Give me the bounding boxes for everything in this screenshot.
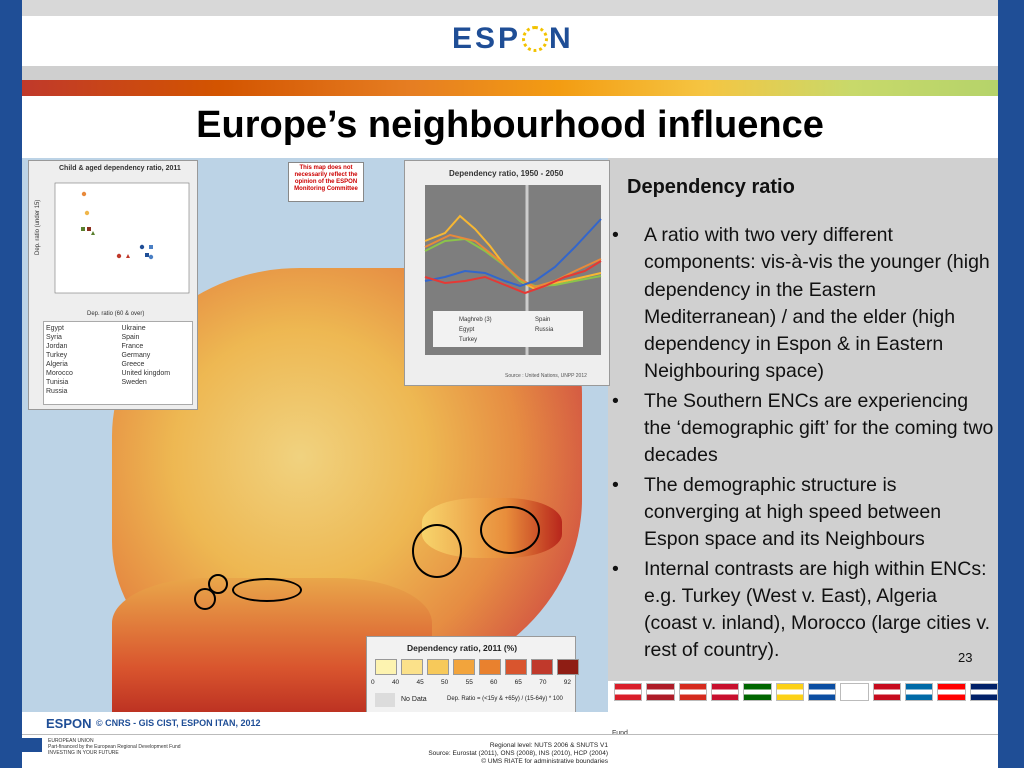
highlight-circle-cyprus [412,524,462,578]
highlight-circle-algeria-coast [232,578,302,602]
map-legend-swatches [375,659,579,675]
bullet-item: • The Southern ENCs are experiencing the ‘demographic gift’ for the coming two decades [612,389,994,467]
legend-swatch [453,659,475,675]
left-border [0,0,22,768]
country-flag-icon [614,683,642,701]
content-heading: Dependency ratio [627,176,795,198]
legend-swatch [401,659,423,675]
country-flag-icon [808,683,836,701]
line-chart [405,181,609,381]
no-data-swatch [375,693,395,707]
scatter-legend-item: France [121,343,144,350]
slide-number: 23 [958,650,973,665]
line-legend-item: Maghreb (3) [459,317,492,323]
country-flag-icon [776,683,804,701]
color-strip [22,80,998,96]
scatter-legend-item: Russia [46,388,68,395]
scatter-legend-item: Syria [46,334,62,341]
country-flag-icon [743,683,771,701]
legend-swatch [375,659,397,675]
country-flag-icon [840,683,868,701]
line-legend-item: Spain [535,317,551,323]
map-legend-title: Dependency ratio, 2011 (%) [407,643,518,653]
scatter-legend-item: Sweden [121,379,147,386]
legend-swatch [531,659,553,675]
scatter-legend-item: Greece [121,361,145,368]
scatter-legend-item: Spain [121,334,140,341]
scatter-point [82,192,86,196]
line-legend-item: Egypt [459,327,475,333]
scatter-point [81,227,85,231]
map-disclaimer: This map does not necessarily reflect the opinion of the ESPON Monitoring Committee [288,162,364,202]
scatter-legend-item: Turkey [46,352,68,359]
slide-title: Europe’s neighbourhood influence [196,104,824,146]
scatter-point [140,245,144,249]
legend-tick: 92 [563,679,571,686]
map-credit: © CNRS - GIS CIST, ESPON ITAN, 2012 [96,718,261,728]
scatter-legend-item: Ukraine [121,325,146,332]
scatter-legend-item: Germany [121,352,151,359]
scatter-legend-item: Tunisia [46,379,69,386]
scatter-legend-item: United kingdom [121,370,171,377]
flags-strip [608,682,998,702]
legend-tick: 65 [514,679,522,686]
scatter-point [87,227,91,231]
scatter-legend [43,321,193,405]
scatter-point [117,254,121,258]
scatter-plot-area [55,183,189,293]
legend-tick: 50 [441,679,449,686]
no-data-label: No Data [401,696,427,703]
country-flag-icon [646,683,674,701]
right-border [998,0,1024,768]
line-legend-item: Russia [535,327,554,333]
bullet-list [610,222,995,667]
legend-tick: 45 [416,679,424,686]
scatter-point [145,253,149,257]
country-flag-icon [711,683,739,701]
line-chart-inset [404,160,610,386]
scatter-point [149,255,153,259]
legend-tick: 55 [465,679,473,686]
country-flag-icon [679,683,707,701]
bullet-icon: • [612,389,619,412]
scatter-legend-item: Algeria [46,361,68,368]
map-espon-logo: ESPON [46,716,92,731]
scatter-ylabel: Dep. ratio (under 15) [35,199,41,255]
legend-swatch [427,659,449,675]
legend-swatch [479,659,501,675]
espon-logo: ESP N [452,22,574,55]
map-legend-formula: Dep. Ratio = (<15y & +65y) / (15-64y) * 100 [447,696,563,702]
scatter-legend-item: Jordan [46,343,68,350]
scatter-xlabel: Dep. ratio (60 & over) [87,311,145,317]
scatter-plot [29,175,197,325]
legend-tick: 0 [371,679,375,686]
stars-circle-icon [522,26,548,52]
legend-tick: 40 [391,679,400,686]
legend-tick: 60 [490,679,498,686]
bullet-icon: • [612,557,619,580]
country-flag-icon [905,683,933,701]
bullet-item: • The demographic structure is converging at high speed between Espon space and its Neighbours [612,473,942,551]
country-flag-icon [937,683,965,701]
line-chart-source: Source : United Nations, UNPP 2012 [505,373,587,379]
line-legend-box [433,311,583,347]
line-chart-title: Dependency ratio, 1950 - 2050 [449,169,564,178]
legend-tick: 70 [539,679,547,686]
country-flag-icon [873,683,901,701]
highlight-circle-turkey-east [480,506,540,554]
bullet-icon: • [612,224,619,246]
legend-swatch [557,659,579,675]
eu-flag-icon [22,738,42,752]
eu-funding-text: EUROPEAN UNION Part-financed by the European Regional Development Fund INVESTING IN YOUR FUTURE [48,738,181,756]
bullet-item: • Internal contrasts are high within ENCs: e.g. Turkey (West v. East), Algeria (coast v. inland), Morocco (large cities v. rest of country). [612,557,991,662]
map-sources: Regional level: NUTS 2006 & SNUTS V1 Source: Eurostat (2011), ONS (2008), INS (2010), HCP (2004) © UMS RIATE for administrative boundaries [428,742,608,765]
map-legend-ticks [371,679,571,686]
scatter-title: Child & aged dependency ratio, 2011 [59,165,181,172]
line-legend-item: Turkey [459,337,478,343]
bullet-icon: • [612,473,619,496]
scatter-inset [28,160,198,410]
legend-swatch [505,659,527,675]
grey-band [22,66,998,80]
top-strip [22,0,998,16]
scatter-legend-item: Egypt [46,325,64,332]
country-flag-icon [970,683,998,701]
scatter-point [85,211,89,215]
scatter-legend-item: Morocco [46,370,73,377]
bullet-item: • A ratio with two very different components: vis-à-vis the younger (high dependency in the Eastern Mediterranean) / and the elder (high dependency in Espon & in Eastern Neighbouring space) [612,224,990,383]
footer-divider [22,734,998,735]
scatter-point [149,245,153,249]
map-color-legend [366,636,576,718]
highlight-circle-morocco-2 [194,588,216,610]
